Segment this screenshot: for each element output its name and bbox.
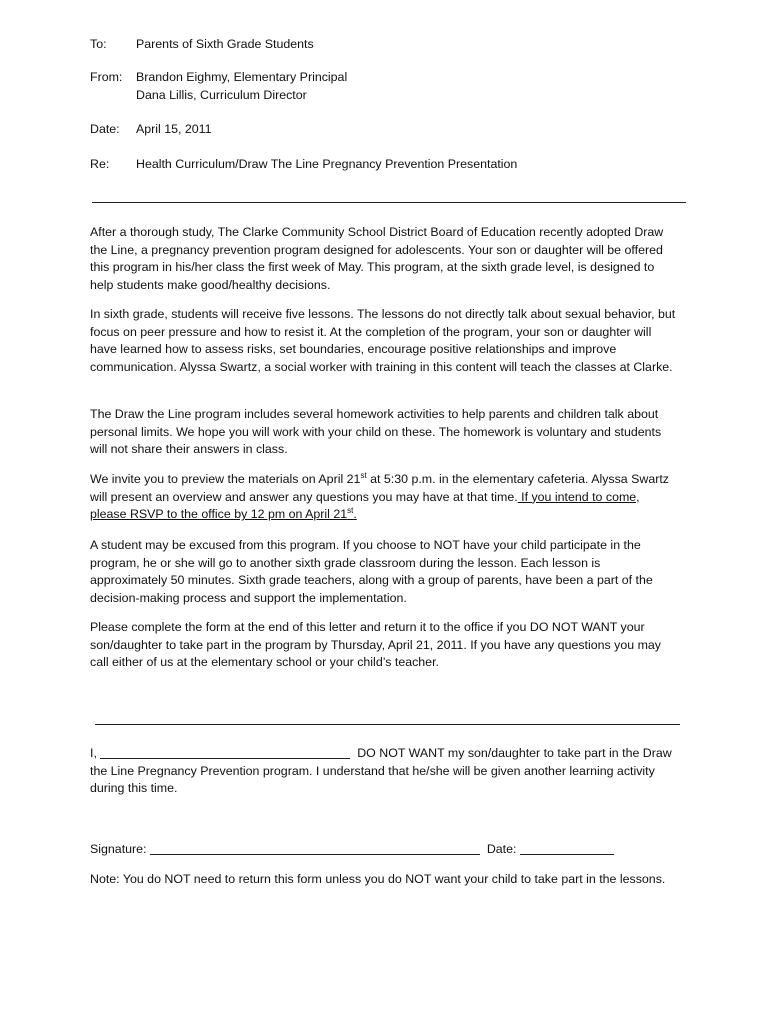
paragraph-preview: We invite you to preview the materials on April 21st at 5:30 p.m. in the elementary cafeteria. Alyssa Swartz will present an overview and answer any questions you may have at that time. If you intend to come, please RSVP to the office by 12 pm on April 21st. [90, 471, 670, 522]
from-line-2: Dana Lillis, Curriculum Director [136, 87, 307, 102]
date-field-label: Date: [486, 842, 517, 856]
signature-blank[interactable] [150, 842, 480, 855]
paragraph-homework: The Draw the Line program includes several homework activities to help parents and children talk about personal limits. We hope you will work with your child on these. The homework is voluntary and students will not share their answers in class. [90, 407, 662, 457]
parent-name-blank[interactable] [100, 746, 350, 759]
paragraph-form-instructions: Please complete the form at the end of this letter and return it to the office if you DO NOT WANT your son/daughter to take part in the program by Thursday, April 21, 2011. If you have any questions you may call either of us at the elementary school or your child’s teacher. [90, 620, 661, 670]
from-row [90, 69, 690, 104]
paragraph-intro: After a thorough study, The Clarke Community School District Board of Education recently adopted Draw the Line, a pregnancy prevention program designed for adolescents. Your son or daughter will be offered this program in his/her class the first week of May. This program, at the sixth grade level, is designed to help students make good/healthy decisions. [90, 225, 664, 292]
date-row [90, 121, 690, 139]
re-value: Health Curriculum/Draw The Line Pregnancy Prevention Presentation [136, 157, 518, 171]
paragraph-lessons: In sixth grade, students will receive five lessons. The lessons do not directly talk about sexual behavior, but focus on peer pressure and how to resist it. At the completion of the program, your son or daughter will have learned how to assess risks, set boundaries, encourage positive relationships and improve communication. Alyssa Swartz, a social worker with training in this content will teach the classes at Clarke. [90, 307, 676, 374]
return-note: Note: You do NOT need to return this form unless you do NOT want your child to take part in the lessons. [90, 872, 666, 886]
paragraph-excusal: A student may be excused from this program. If you choose to NOT have your child participate in the program, he or she will go to another sixth grade classroom during the lesson. Each lesson is approximately 50 minutes. Sixth grade teachers, along with a group of parents, have been a part of the decision-making process and support the implementation. [90, 538, 653, 605]
to-row [90, 36, 690, 54]
to-label: To: [90, 37, 107, 51]
date-blank[interactable] [520, 842, 614, 855]
from-label: From: [90, 70, 123, 84]
i-label: I, [90, 746, 97, 760]
to-value: Parents of Sixth Grade Students [136, 37, 314, 51]
re-row [90, 156, 690, 174]
from-line-1: Brandon Eighmy, Elementary Principal [136, 70, 348, 84]
signature-row [90, 841, 678, 859]
rsvp-notice: If you intend to come, please RSVP to the office by 12 pm on April 21st. [90, 489, 640, 522]
header-divider [92, 202, 686, 203]
re-label: Re: [90, 157, 110, 171]
opt-out-statement: I, DO NOT WANT my son/daughter to take part in the Draw the Line Pregnancy Prevention program. I understand that he/she will be given another learning activity during this time. [90, 746, 672, 796]
date-value: April 15, 2011 [136, 122, 212, 136]
signature-label: Signature: [90, 842, 147, 856]
date-label: Date: [90, 122, 120, 136]
form-divider [95, 724, 680, 725]
